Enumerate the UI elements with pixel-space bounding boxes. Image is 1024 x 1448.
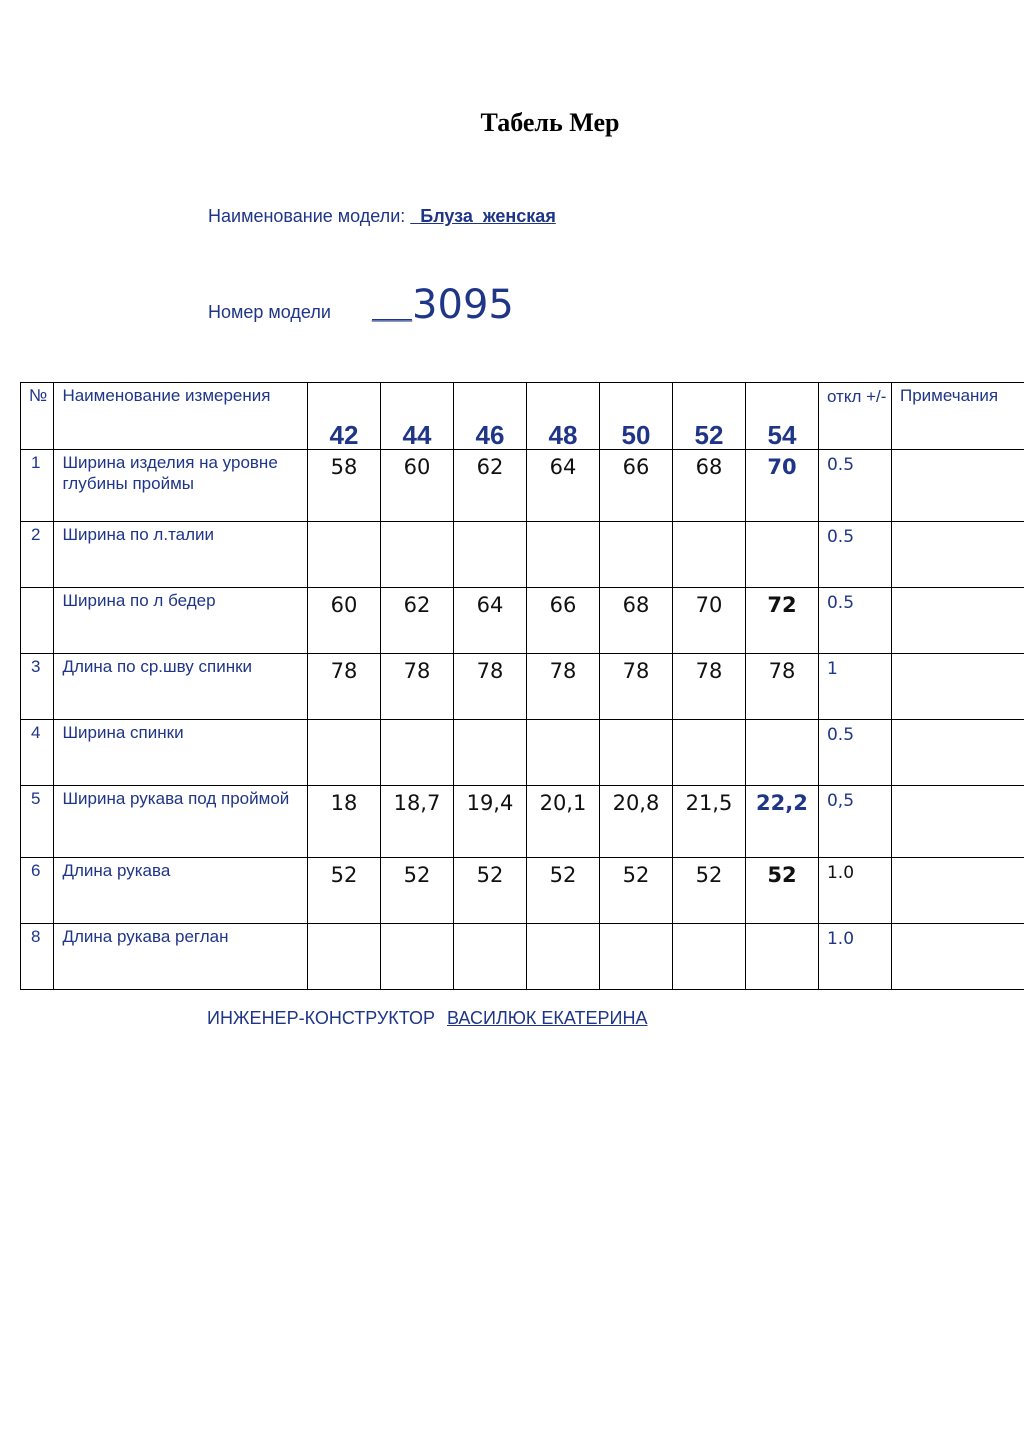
size-value-cell xyxy=(453,924,526,990)
row-notes xyxy=(891,522,1024,588)
size-value-cell: 52 xyxy=(599,858,672,924)
size-value-cell: 21,5 xyxy=(672,786,745,858)
size-value-cell: 60 xyxy=(380,450,453,522)
size-value-cell: 68 xyxy=(672,450,745,522)
header-notes: Примечания xyxy=(891,383,1024,450)
size-value-cell xyxy=(453,522,526,588)
model-name-line xyxy=(208,206,556,227)
row-notes xyxy=(891,588,1024,654)
row-number: 6 xyxy=(21,858,54,924)
row-number: 5 xyxy=(21,786,54,858)
header-measurement-name: Наименование измерения xyxy=(54,383,308,450)
model-number-line xyxy=(208,282,514,328)
row-deviation: 0.5 xyxy=(818,588,891,654)
size-value-cell xyxy=(745,924,818,990)
row-measurement-name: Длина рукава xyxy=(54,858,308,924)
size-value-cell: 62 xyxy=(380,588,453,654)
header-size: 44 xyxy=(380,383,453,450)
size-value-cell xyxy=(380,924,453,990)
size-value-cell: 78 xyxy=(672,654,745,720)
model-name-value: Блуза женская xyxy=(410,206,556,226)
size-value-cell xyxy=(380,522,453,588)
size-value-cell xyxy=(599,720,672,786)
row-measurement-name: Длина рукава реглан xyxy=(54,924,308,990)
size-value-cell xyxy=(307,924,380,990)
size-value-cell: 52 xyxy=(672,858,745,924)
row-measurement-name: Ширина по л.талии xyxy=(54,522,308,588)
size-value-cell xyxy=(599,924,672,990)
header-size: 46 xyxy=(453,383,526,450)
size-value-cell xyxy=(672,924,745,990)
row-measurement-name: Ширина изделия на уровне глубины проймы xyxy=(54,450,308,522)
model-number-value: 3095 xyxy=(412,282,514,328)
row-number: 8 xyxy=(21,924,54,990)
size-value-cell: 52 xyxy=(380,858,453,924)
row-deviation: 0.5 xyxy=(818,522,891,588)
table-row xyxy=(21,720,1024,786)
header-deviation: откл +/- xyxy=(818,383,891,450)
table-header-row xyxy=(21,383,1024,450)
row-notes xyxy=(891,450,1024,522)
model-name-label: Наименование модели: xyxy=(208,206,411,226)
size-value-cell xyxy=(307,720,380,786)
header-size: 52 xyxy=(672,383,745,450)
table-row xyxy=(21,450,1024,522)
row-measurement-name: Ширина рукава под проймой xyxy=(54,786,308,858)
size-value-cell: 18,7 xyxy=(380,786,453,858)
size-value-cell: 72 xyxy=(745,588,818,654)
size-value-cell: 20,1 xyxy=(526,786,599,858)
size-value-cell: 78 xyxy=(745,654,818,720)
row-measurement-name: Ширина по л бедер xyxy=(54,588,308,654)
size-value-cell: 18 xyxy=(307,786,380,858)
size-value-cell xyxy=(526,522,599,588)
row-notes xyxy=(891,786,1024,858)
size-value-cell xyxy=(672,522,745,588)
table-row xyxy=(21,924,1024,990)
model-number-label: Номер модели xyxy=(208,302,331,322)
size-value-cell xyxy=(380,720,453,786)
table-row xyxy=(21,786,1024,858)
row-deviation: 0.5 xyxy=(818,450,891,522)
row-deviation: 1.0 xyxy=(818,858,891,924)
engineer-signature-line xyxy=(207,1008,647,1029)
page-title: Табель Мер xyxy=(480,108,620,137)
size-value-cell xyxy=(453,720,526,786)
size-value-cell xyxy=(672,720,745,786)
row-measurement-name: Длина по ср.шву спинки xyxy=(54,654,308,720)
row-number: 3 xyxy=(21,654,54,720)
size-value-cell xyxy=(526,720,599,786)
size-value-cell: 70 xyxy=(745,450,818,522)
size-value-cell: 52 xyxy=(453,858,526,924)
table-row xyxy=(21,858,1024,924)
row-notes xyxy=(891,720,1024,786)
table-row xyxy=(21,654,1024,720)
model-number-underline: ____ xyxy=(372,302,413,322)
measurements-table xyxy=(20,382,1024,990)
size-value-cell: 19,4 xyxy=(453,786,526,858)
row-deviation: 0,5 xyxy=(818,786,891,858)
size-value-cell: 70 xyxy=(672,588,745,654)
size-value-cell: 78 xyxy=(307,654,380,720)
size-value-cell: 62 xyxy=(453,450,526,522)
size-value-cell: 22,2 xyxy=(745,786,818,858)
row-measurement-name: Ширина спинки xyxy=(54,720,308,786)
table-row xyxy=(21,588,1024,654)
size-value-cell xyxy=(307,522,380,588)
row-deviation: 1.0 xyxy=(818,924,891,990)
size-value-cell: 20,8 xyxy=(599,786,672,858)
size-value-cell: 78 xyxy=(599,654,672,720)
header-size: 54 xyxy=(745,383,818,450)
size-value-cell: 60 xyxy=(307,588,380,654)
size-value-cell: 66 xyxy=(526,588,599,654)
row-deviation: 0.5 xyxy=(818,720,891,786)
row-notes xyxy=(891,654,1024,720)
size-value-cell xyxy=(745,720,818,786)
size-value-cell: 52 xyxy=(307,858,380,924)
size-value-cell xyxy=(599,522,672,588)
header-size: 48 xyxy=(526,383,599,450)
engineer-name: ВАСИЛЮК ЕКАТЕРИНА xyxy=(446,1008,648,1028)
row-notes xyxy=(891,858,1024,924)
row-number xyxy=(21,588,54,654)
size-value-cell: 64 xyxy=(526,450,599,522)
size-value-cell: 78 xyxy=(526,654,599,720)
size-value-cell: 52 xyxy=(526,858,599,924)
size-value-cell: 58 xyxy=(307,450,380,522)
row-deviation: 1 xyxy=(818,654,891,720)
table-row xyxy=(21,522,1024,588)
row-number: 1 xyxy=(21,450,54,522)
row-notes xyxy=(891,924,1024,990)
size-value-cell: 64 xyxy=(453,588,526,654)
size-value-cell: 52 xyxy=(745,858,818,924)
size-value-cell xyxy=(526,924,599,990)
size-value-cell: 68 xyxy=(599,588,672,654)
engineer-role: ИНЖЕНЕР-КОНСТРУКТОР xyxy=(207,1008,435,1028)
row-number: 2 xyxy=(21,522,54,588)
size-value-cell: 66 xyxy=(599,450,672,522)
row-number: 4 xyxy=(21,720,54,786)
header-number: № xyxy=(21,383,54,450)
size-value-cell: 78 xyxy=(380,654,453,720)
size-value-cell: 78 xyxy=(453,654,526,720)
header-size: 42 xyxy=(307,383,380,450)
header-size: 50 xyxy=(599,383,672,450)
size-value-cell xyxy=(745,522,818,588)
